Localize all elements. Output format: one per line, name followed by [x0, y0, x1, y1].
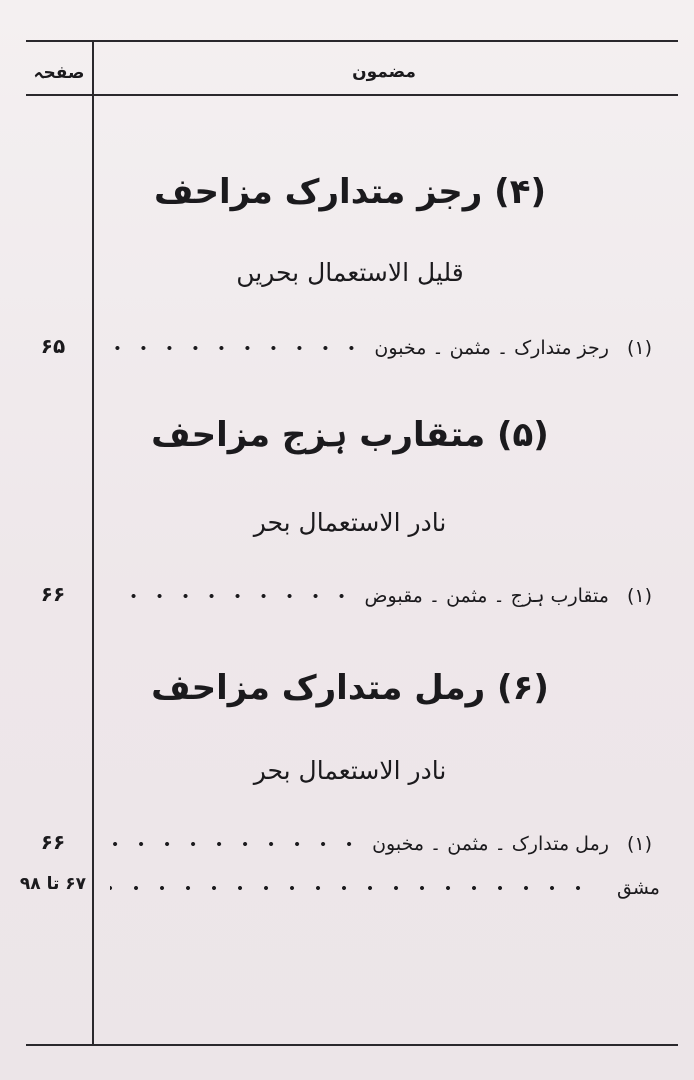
- exercise-text: مشق: [617, 877, 660, 899]
- section-subtitle: قلیل الاستعمال بحریں: [236, 258, 464, 287]
- page-column-header: صفحہ: [33, 63, 85, 83]
- entry-text: متقارب ہزج ۔ مثمن ۔ مقبوض: [364, 585, 609, 607]
- section-title: (۴) رجز متدارک مزاحف: [153, 172, 547, 212]
- bottom-rule: [26, 1044, 678, 1046]
- section-subtitle: نادر الاستعمال بحر: [253, 508, 447, 537]
- entry-page-number: ۶۶: [40, 830, 66, 854]
- section-title: (۵) متقارب ہزج مزاحف: [151, 415, 549, 455]
- section-subtitle: نادر الاستعمال بحر: [253, 756, 447, 785]
- exercise-entry: [100, 872, 660, 904]
- content-column-header: مضمون: [352, 62, 416, 82]
- header-bottom-rule: [26, 94, 678, 96]
- entry-number: (۱): [626, 337, 652, 359]
- index-entry: [100, 332, 660, 364]
- top-rule: [26, 40, 678, 42]
- dot-leader: [110, 594, 355, 598]
- column-divider: [92, 40, 94, 1046]
- entry-number: (۱): [626, 585, 652, 607]
- entry-page-number: ۶۶: [40, 582, 66, 606]
- dot-leader: [110, 886, 591, 890]
- entry-text: رجز متدارک ۔ مثمن ۔ مخبون: [374, 337, 609, 359]
- entry-text: رمل متدارک ۔ مثمن ۔ مخبون: [372, 833, 609, 855]
- dot-leader: [110, 842, 362, 846]
- entry-number: (۱): [626, 833, 652, 855]
- entry-page-number: ۶۵: [40, 334, 66, 358]
- index-entry: [100, 828, 660, 860]
- exercise-page-range: ۶۷ تا ۹۸: [19, 874, 87, 894]
- section-title: (۶) رمل متدارک مزاحف: [151, 668, 549, 708]
- index-entry: [100, 580, 660, 612]
- dot-leader: [110, 346, 364, 350]
